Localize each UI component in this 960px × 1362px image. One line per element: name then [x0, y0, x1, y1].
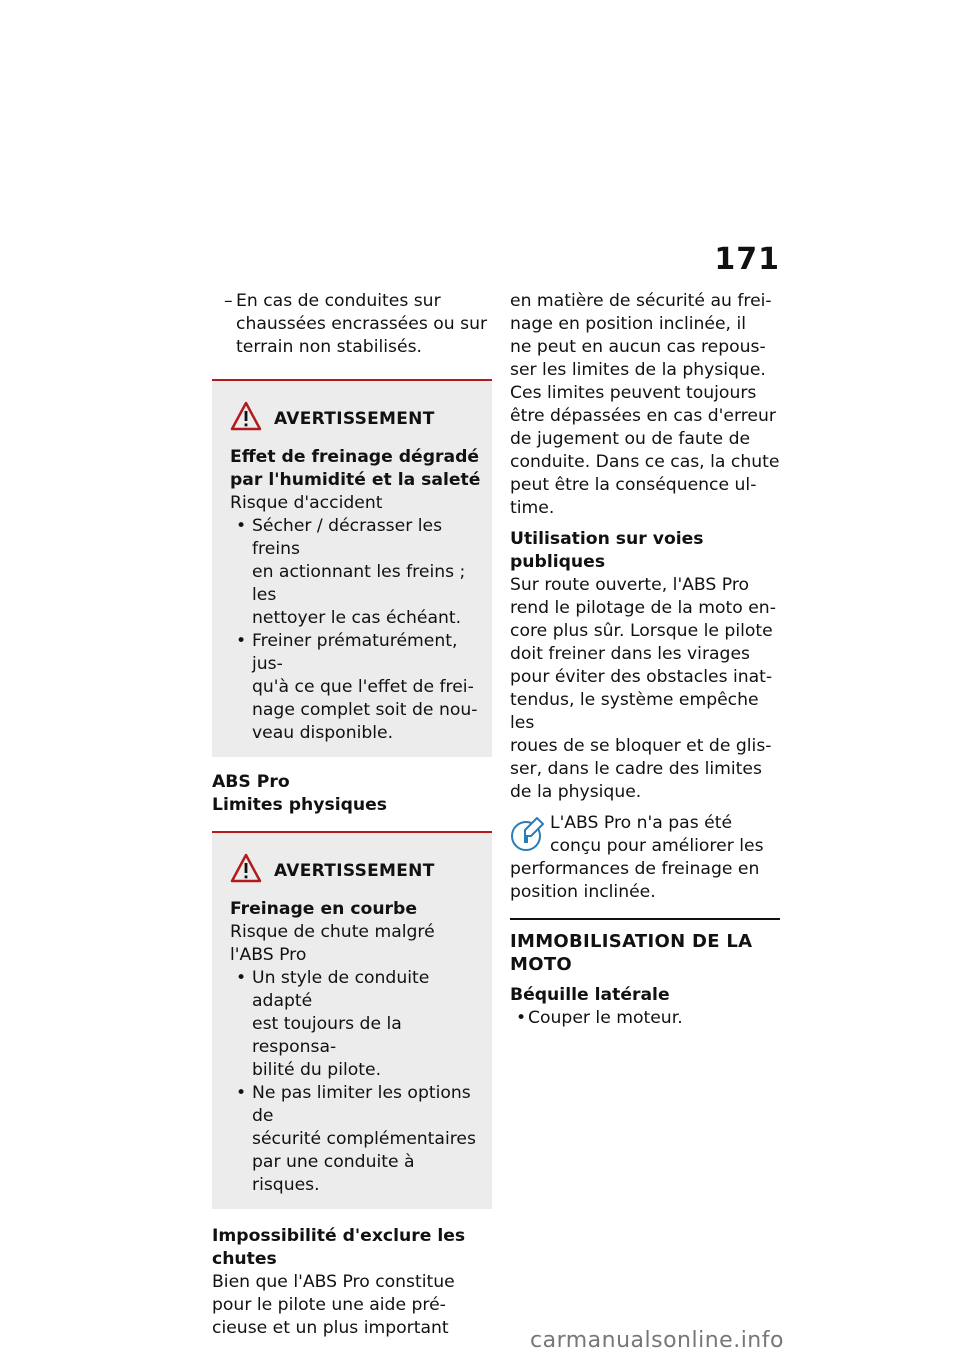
bullet-line: est toujours de la responsa- [252, 1014, 402, 1057]
left-column [212, 290, 492, 1340]
bullet-line: par une conduite à risques. [252, 1152, 415, 1195]
sub-heading-line: chutes [212, 1249, 277, 1269]
body-line: tendus, le système empêche les [510, 690, 759, 733]
bullet-line: nage complet soit de nou- [252, 700, 478, 720]
bullet-line: Freiner prématurément, jus- [252, 631, 458, 674]
bullet-line: Un style de conduite adapté [252, 968, 430, 1011]
intro-line: chaussées encrassées ou sur [236, 314, 488, 334]
risk-line: Risque de chute malgré [230, 922, 435, 942]
bullet-line: Sécher / décrasser les freins [252, 516, 443, 559]
warning-risk [230, 921, 482, 967]
intro-line: terrain non stabilisés. [236, 337, 422, 357]
section-title [510, 930, 780, 976]
warning-bullet [230, 515, 482, 630]
watermark: carmanualsonline.info [530, 1328, 784, 1353]
sub-heading-voies-publiques: Utilisation sur voies publiques [510, 529, 704, 572]
intro-dash-item [212, 290, 492, 359]
page-number: 171 [714, 242, 780, 277]
note-line: conçu pour améliorer les [550, 836, 764, 856]
body-line: pour le pilote une aide pré- [212, 1295, 446, 1315]
note-text-continued [510, 858, 780, 904]
section-title-line: MOTO [510, 954, 572, 975]
body-line: en matière de sécurité au frei- [510, 291, 772, 311]
section-divider [510, 918, 780, 920]
body-line: de jugement ou de faute de [510, 429, 751, 449]
body-line: core plus sûr. Lorsque le pilote [510, 621, 773, 641]
note-text [550, 812, 780, 858]
body-paragraph [212, 1271, 492, 1340]
sub-heading-bequille: Béquille latérale [510, 985, 670, 1005]
risk-line: l'ABS Pro [230, 945, 307, 965]
dash-marker: – [224, 291, 233, 311]
sub-heading-line: Impossibilité d'exclure les [212, 1226, 466, 1246]
warning-box-1 [212, 379, 492, 757]
body-line: conduite. Dans ce cas, la chute [510, 452, 780, 472]
warning-risk: Risque d'accident [230, 493, 383, 513]
warning-header [230, 401, 482, 436]
body-paragraph [510, 290, 780, 520]
body-line: time. [510, 498, 555, 518]
bullet-line: en actionnant les freins ; les [252, 562, 466, 605]
warning-title: AVERTISSEMENT [274, 860, 435, 881]
body-line: pour éviter des obstacles inat- [510, 667, 773, 687]
body-line: roues de se bloquer et de glis- [510, 736, 772, 756]
warning-triangle-icon [230, 853, 262, 888]
section-heading-line: Limites physiques [212, 795, 388, 815]
warning-header [230, 853, 482, 888]
info-note [510, 812, 780, 858]
intro-line: En cas de conduites sur [236, 291, 441, 311]
body-line: de la physique. [510, 782, 642, 802]
bullet-line: sécurité complémentaires [252, 1129, 476, 1149]
body-line: être dépassées en cas d'erreur [510, 406, 776, 426]
warning-triangle-icon [230, 401, 262, 436]
bullet-line: Couper le moteur. [528, 1008, 683, 1028]
body-line: ser, dans le cadre des limites [510, 759, 762, 779]
note-line: L'ABS Pro n'a pas été [550, 813, 733, 833]
warning-bullet [230, 630, 482, 745]
body-line: ne peut en aucun cas repous- [510, 337, 766, 357]
bullet-line: qu'à ce que l'effet de frei- [252, 677, 474, 697]
body-line: rend le pilotage de la moto en- [510, 598, 776, 618]
section-heading-line: ABS Pro [212, 772, 290, 792]
note-line: performances de freinage en [510, 859, 760, 879]
warning-heading [230, 446, 482, 492]
warning-bullet [230, 967, 482, 1082]
warning-title: AVERTISSEMENT [274, 408, 435, 429]
section-heading-abs [212, 771, 492, 817]
warning-heading-line: Effet de freinage dégradé [230, 447, 480, 467]
body-line: ser les limites de la physique. [510, 360, 766, 380]
warning-heading: Freinage en courbe [230, 899, 417, 919]
bullet-line: nettoyer le cas échéant. [252, 608, 462, 628]
body-line: peut être la conséquence ul- [510, 475, 757, 495]
bullet-line: Ne pas limiter les options de [252, 1083, 471, 1126]
body-paragraph [510, 574, 780, 804]
body-line: Sur route ouverte, l'ABS Pro [510, 575, 750, 595]
warning-box-2 [212, 831, 492, 1209]
section-title-line: IMMOBILISATION DE LA [510, 931, 753, 952]
right-column [510, 290, 780, 1030]
body-line: nage en position inclinée, il [510, 314, 747, 334]
body-line: cieuse et un plus important [212, 1318, 449, 1338]
warning-bullet [230, 1082, 482, 1197]
warning-heading-line: par l'humidité et la saleté [230, 470, 481, 490]
bullet-line: veau disponible. [252, 723, 394, 743]
body-line: Bien que l'ABS Pro constitue [212, 1272, 455, 1292]
sub-heading-chutes [212, 1225, 492, 1271]
body-line: Ces limites peuvent toujours [510, 383, 757, 403]
note-line: position inclinée. [510, 882, 656, 902]
body-line: doit freiner dans les virages [510, 644, 750, 664]
bullet-item [510, 1007, 780, 1030]
bullet-line: bilité du pilote. [252, 1060, 382, 1080]
